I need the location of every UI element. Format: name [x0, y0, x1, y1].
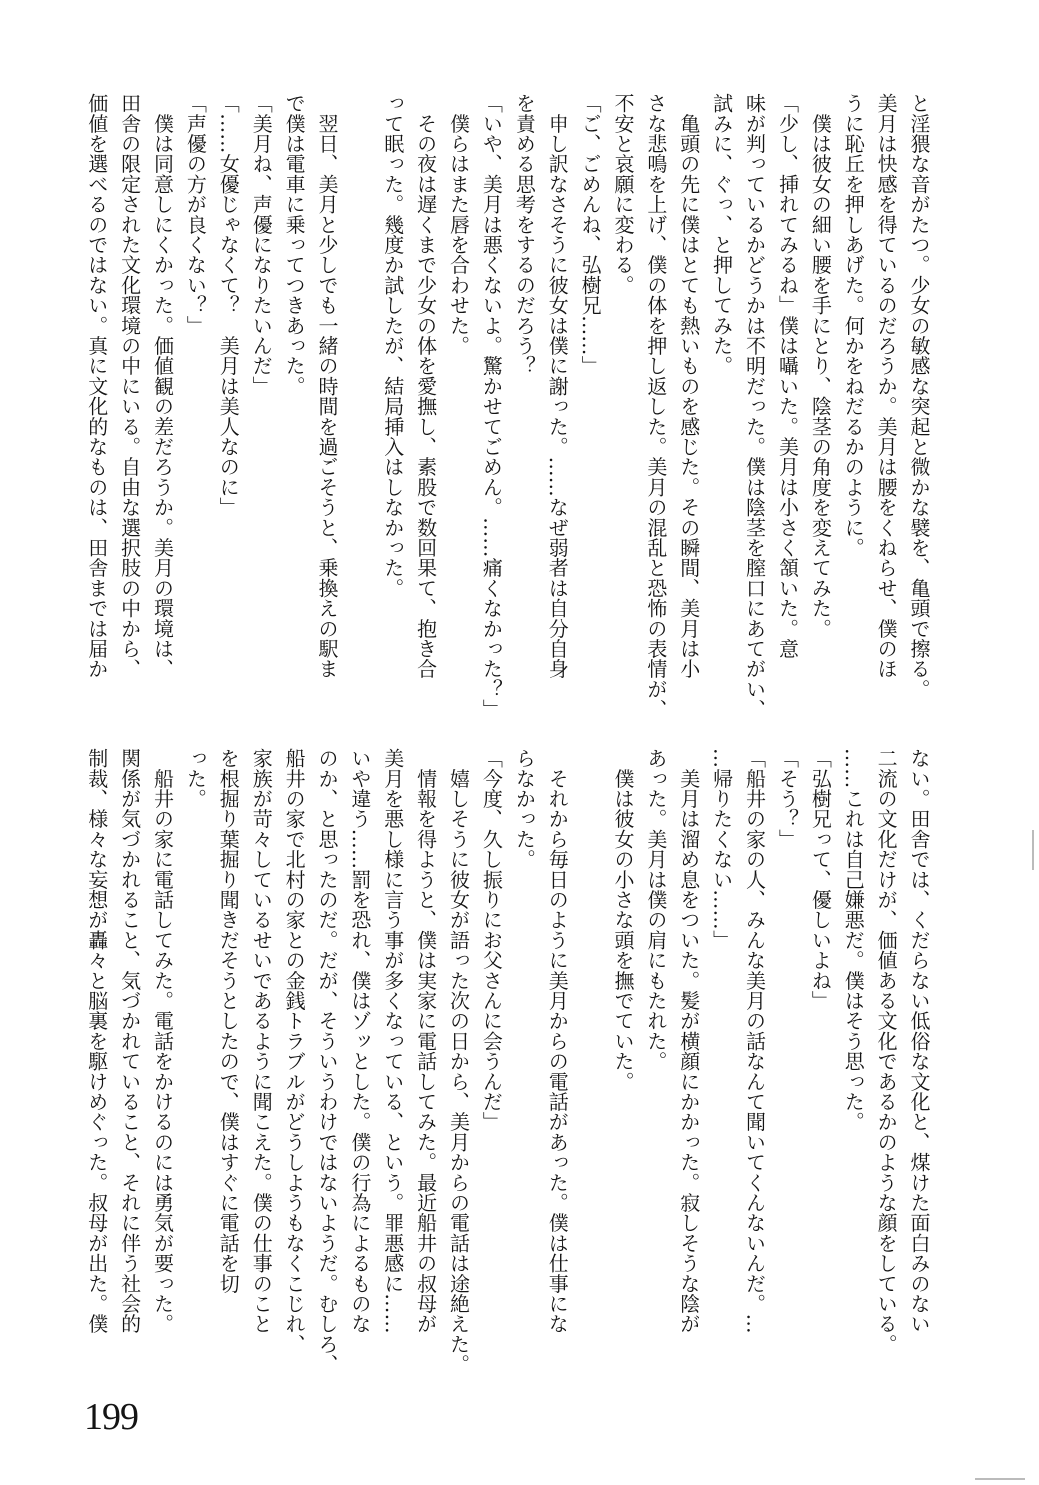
- text-column: 二流の文化だけが、価値ある文化であるかのような顔をしている。: [874, 748, 899, 1354]
- blank-line: [573, 748, 606, 1388]
- text-column: さな悲鳴を上げ、僕の体を押し返した。美月の混乱と恐怖の表情が、: [643, 93, 668, 720]
- text-column: 「今度、久し振りにお父さんに会うんだ」: [479, 748, 504, 1132]
- text-column: 申し訳なさそうに彼女は僕に謝った。……なぜ弱者は自分自身: [545, 93, 570, 679]
- text-column: 亀頭の先に僕はとても熱いものを感じた。その瞬間、美月は小: [676, 93, 701, 679]
- text-column: と淫猥な音がたつ。少女の敏感な突起と微かな襞を、亀頭で擦る。: [907, 93, 931, 699]
- text-column: 「弘樹兄って、優しいよね」: [808, 748, 833, 1011]
- text-column: …帰りたくない……」: [709, 748, 734, 950]
- text-column: 試みに、ぐっ、と押してみた。: [709, 93, 734, 376]
- text-column: 船井の家で北村の家との金銭トラブルがどうしようもなくこじれ、: [282, 748, 307, 1354]
- text-column: 家族が苛々しているせいであるように聞こえた。僕の仕事のこと: [249, 748, 274, 1334]
- text-column: ……これは自己嫌悪だ。僕はそう思った。: [841, 748, 866, 1132]
- text-block-top: [80, 93, 935, 733]
- text-column: 関係が気づかれること、気づかれていること、それに伴う社会的: [117, 748, 142, 1334]
- page-number: 199: [84, 1396, 138, 1438]
- text-column: 価値を選べるのではない。真に文化的なものは、田舎までは届か: [84, 93, 109, 679]
- text-column: 船井の家に電話してみた。電話をかけるのには勇気が要った。: [150, 748, 175, 1334]
- text-column: って眠った。幾度か試したが、結局挿入はしなかった。: [380, 93, 405, 598]
- text-column: 美月を悪し様に言う事が多くなっている、という。罪悪感に……: [380, 748, 405, 1334]
- text-column: 僕は彼女の細い腰を手にとり、陰茎の角度を変えてみた。: [808, 93, 833, 639]
- text-column: 「声優の方が良くない？」: [183, 93, 208, 336]
- text-column: 制裁、様々な妄想が轟々と脳裏を駆けめぐった。叔母が出た。僕: [84, 748, 109, 1334]
- text-column: 嬉しそうに彼女が語った次の日から、美月からの電話は途絶えた。: [446, 748, 471, 1375]
- text-column: 美月は溜め息をついた。髪が横顔にかかった。寂しそうな陰が: [676, 748, 701, 1334]
- text-column: 僕は同意しにくかった。価値観の差だろうか。美月の環境は、: [150, 93, 175, 679]
- text-column: った。: [183, 748, 208, 809]
- scan-edge-mark: [975, 1478, 1025, 1480]
- text-column: 「美月ね、声優になりたいんだ」: [249, 93, 274, 396]
- scan-edge-mark: [1032, 830, 1034, 870]
- text-column: 僕は彼女の小さな頭を撫でていた。: [610, 748, 635, 1092]
- text-column: 情報を得ようと、僕は実家に電話してみた。最近船井の叔母が: [413, 748, 438, 1334]
- text-column: それから毎日のように美月からの電話があった。僕は仕事にな: [545, 748, 570, 1334]
- text-column: 美月は快感を得ているのだろうか。美月は腰をくねらせ、僕のほ: [874, 93, 899, 679]
- text-column: を責める思考をするのだろう？: [512, 93, 537, 376]
- text-column: 「……女優じゃなくて？ 美月は美人なのに」: [216, 93, 241, 518]
- text-column: 僕らはまた唇を合わせた。: [446, 93, 471, 356]
- text-column: あった。美月は僕の肩にもたれた。: [643, 748, 668, 1072]
- text-column: 「そう？」: [775, 748, 800, 849]
- text-column: うに恥丘を押しあげた。何かをねだるかのように。: [841, 93, 866, 558]
- text-column: いや違う……罰を恐れ、僕はゾッとした。僕の行為によるものな: [347, 748, 372, 1334]
- text-column: ない。田舎では、くだらない低俗な文化と、煤けた面白みのない: [907, 748, 931, 1334]
- text-column: のか、と思ったのだ。だが、そういうわけではないようだ。むしろ、: [314, 748, 339, 1375]
- text-column: 味が判っているかどうかは不明だった。僕は陰茎を膣口にあてがい、: [742, 93, 767, 720]
- text-column: 「少し、挿れてみるね」僕は囁いた。美月は小さく頷いた。意: [775, 93, 800, 659]
- text-column: 田舎の限定された文化環境の中にいる。自由な選択肢の中から、: [117, 93, 142, 679]
- text-column: 「いや、美月は悪くないよ。驚かせてごめん。……痛くなかった？」: [479, 93, 504, 720]
- blank-line: [343, 93, 376, 733]
- text-column: で僕は電車に乗ってつきあった。: [282, 93, 307, 396]
- text-block-bottom: [80, 748, 935, 1388]
- text-column: らなかった。: [512, 748, 537, 870]
- text-column: を根掘り葉掘り聞きだそうとしたので、僕はすぐに電話を切: [216, 748, 241, 1294]
- text-column: 「ご、ごめんね、弘樹兄……」: [578, 93, 603, 376]
- text-column: 「船井の家の人、みんな美月の話なんて聞いてくんないんだ。…: [742, 748, 767, 1334]
- text-column: その夜は遅くまで少女の体を愛撫し、素股で数回果て、抱き合: [413, 93, 438, 679]
- text-column: 翌日、美月と少しでも一緒の時間を過ごそうと、乗換えの駅ま: [314, 93, 339, 679]
- text-column: 不安と哀願に変わる。: [610, 93, 635, 295]
